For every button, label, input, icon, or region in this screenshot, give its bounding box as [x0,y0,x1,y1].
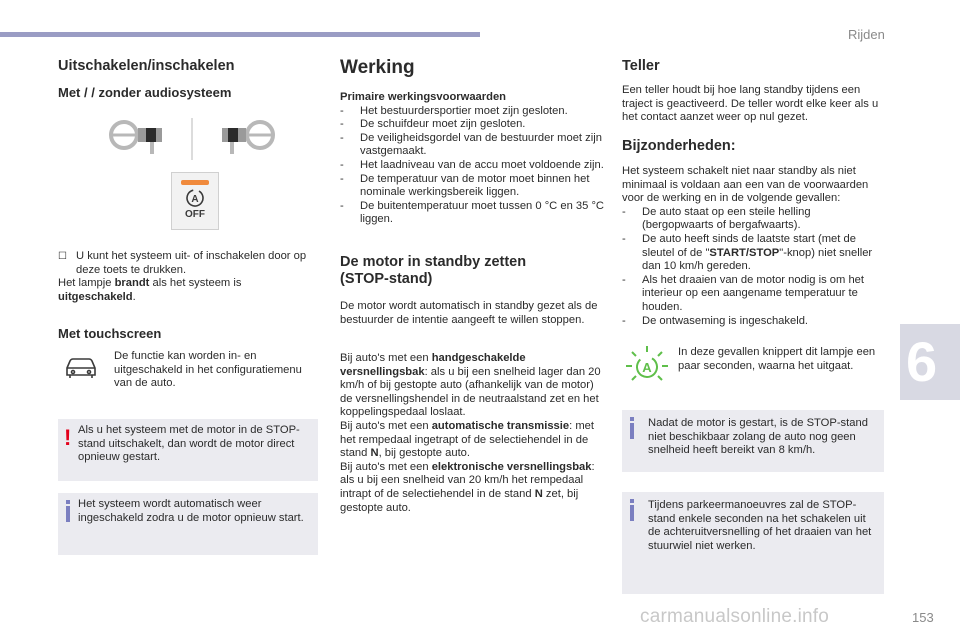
watermark: carmanualsonline.info [640,606,830,627]
list-item: - De buitentemperatuur moet tussen 0 °C en 35 °C liggen. [340,200,605,227]
item2-text-bold: START/STOP [709,246,780,259]
toggle-instruction [58,250,320,304]
bullet-text: U kunt het systeem uit- of inschakelen door op deze toets te drukken. [76,250,307,276]
standby-title [340,254,605,288]
icon-letter: A [191,194,199,205]
touchscreen-text: De functie kan worden in- en uitgeschakeld in het configuratiemenu van de auto. [114,350,302,390]
special-intro: Het systeem schakelt niet naar standby als niet minimaal is voldaan aan een van de voorwaarden voor de werking en in de volgende gevallen: [622,165,869,205]
header-rule [0,32,480,37]
standby-title-line-1: De motor in standby zetten [340,254,527,270]
subtitle-touchscreen: Met touchscreen [58,326,162,341]
section-title-uitschakelen: Uitschakelen/inschakelen [58,58,235,74]
lamp-letter: A [642,360,652,375]
list-item: - De veiligheidsgordel van de bestuurder moet zijn vastgemaakt. [340,132,605,159]
auto-text-1: Bij auto's met een [340,419,432,432]
lamp-text-3: . [132,290,136,303]
info-icon [630,417,634,439]
manual-text-2: : als u bij een snelheid lager dan 20 km/h of bij gestopte auto (afhankelijk van de motor) de versnellingshendel in de neutraalstand zet en het koppelingspedaal loslaat. [340,365,601,419]
list-item [622,233,884,274]
electronic-text-2: : als u bij een snelheid van 20 km/h het rempedaal intrapt of de selectiehendel in de stand [340,460,595,500]
item2-text-2: "-knop) niet sneller dan 10 km/h gereden. [642,246,873,273]
manual-text-bold: handgeschakelde versnellingsbak [340,352,526,378]
subtitle-audiosysteem: Met / / zonder audiosysteem [58,85,232,100]
list-item: - De ontwaseming is ingeschakeld. [622,315,884,329]
manual-text-1: Bij auto's met een [340,352,432,364]
list-item: - De schuifdeur moet zijn gesloten. [340,118,605,132]
counter-text: Een teller houdt bij hoe lang standby tijdens een traject is geactiveerd. De teller wordt elke keer als u het contact aanzet weer op nul gezet. [622,84,879,124]
list-item: - De temperatuur van de motor moet binnen het nominale werkingsbereik liggen. [340,173,605,200]
warning-text: Als u het systeem met de motor in de STOP-stand uitschakelt, dan wordt de motor direct opnieuw gestart. [78,424,300,464]
list-item: - Het bestuurdersportier moet zijn gesloten. [340,105,605,119]
off-indicator-lamp [181,180,209,185]
primary-conditions-list [340,105,605,227]
info-box [58,493,318,555]
car-settings-icon [64,354,98,380]
primary-conditions-title: Primaire werkingsvoorwaarden [340,91,507,103]
list-item: - De auto staat op een steile helling (bergopwaarts of bergafwaarts). [622,206,884,233]
info-text: Het systeem wordt automatisch weer ingeschakeld zodra u de motor opnieuw start. [78,498,304,524]
section-label: Rijden [848,27,885,42]
electronic-text-bold: elektronische versnellingsbak [431,460,592,473]
standby-conditions [340,352,602,515]
stop-start-off-button[interactable] [171,172,219,230]
lamp-text-bold-1: brandt [114,277,150,290]
special-cases [622,165,884,328]
auto-text-n: N [370,447,379,460]
section-title-teller: Teller [622,58,660,74]
auto-text-bold: automatische transmissie [431,419,570,432]
auto-text-3: , bij gestopte auto. [378,447,471,460]
item2-text-1: De auto heeft sinds de laatste start (met de sleutel of de " [642,232,856,259]
chapter-number: 6 [906,330,938,393]
auto-text-2: : met het rempedaal ingetrapt of de selectiehendel in de stand [340,419,594,460]
auto-start-stop-icon [185,189,205,207]
info-box-2 [622,492,884,594]
off-label: OFF [185,209,205,220]
list-item: - Als het draaien van de motor nodig is om het interieur op een aangename temperatuur te houden. [622,274,884,315]
special-list [622,206,884,328]
standby-intro: De motor wordt automatisch in standby gezet als de bestuurder de intentie aangeeft te willen stoppen. [340,300,598,326]
info-icon [630,499,634,521]
lamp-text-2: als het systeem is [149,277,242,290]
info-box-1 [622,410,884,472]
section-title-bijzonderheden: Bijzonderheden: [622,138,736,154]
info-text-1: Nadat de motor is gestart, is de STOP-stand niet beschikbaar zolang de auto nog geen snelheid heeft bereikt van 8 km/h. [648,417,868,457]
page-number: 153 [912,610,934,625]
electronic-text-1: Bij auto's met een [340,460,432,473]
warning-box [58,419,318,481]
lamp-text-1: Het lampje [58,277,115,290]
steering-wheel-icon [106,118,278,160]
info-icon [66,500,70,522]
warning-icon: ! [64,425,72,450]
list-item: - Het laadniveau van de accu moet voldoende zijn. [340,159,605,173]
electronic-text-3: zet, bij gestopte auto. [340,487,579,514]
info-text-2: Tijdens parkeermanoeuvres zal de STOP-stand enkele seconden na het schakelen uit de achteruitversnelling of het draaien van het stuurwiel niet werken. [648,499,872,552]
arrow-icon: ☐ [58,251,67,262]
stop-start-lamp-icon [624,344,670,386]
lamp-text-bold-2: uitgeschakeld [58,290,133,303]
electronic-text-n: N [534,487,543,500]
section-title-werking: Werking [340,57,415,78]
blink-text: In deze gevallen knippert dit lampje een paar seconden, waarna het uitgaat. [678,346,876,372]
standby-title-line-2: (STOP-stand) [340,271,433,287]
